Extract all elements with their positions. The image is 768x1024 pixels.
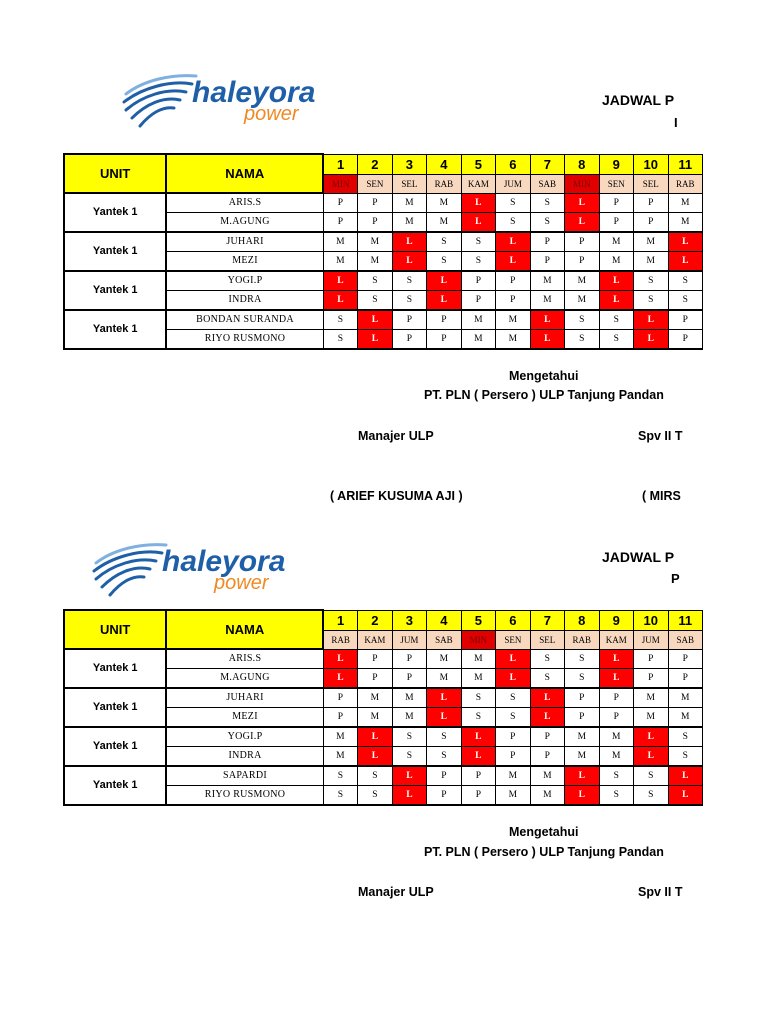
unit-cell: Yantek 1 <box>64 649 166 688</box>
shift-cell: L <box>634 727 668 747</box>
shift-cell: L <box>565 212 599 232</box>
schedule-subtitle: P <box>671 571 680 586</box>
day-number: 3 <box>392 154 426 174</box>
shift-cell: P <box>599 688 633 708</box>
shift-cell: L <box>668 251 703 271</box>
shift-cell: S <box>358 766 392 786</box>
table-row <box>64 649 703 668</box>
shift-cell: P <box>565 232 599 252</box>
shift-cell: P <box>427 329 461 349</box>
shift-cell: L <box>496 649 530 668</box>
shift-cell: S <box>634 290 668 310</box>
shift-cell: S <box>323 766 357 786</box>
shift-cell: S <box>358 290 392 310</box>
shift-cell: M <box>668 212 703 232</box>
unit-cell: Yantek 1 <box>64 232 166 271</box>
table-row <box>64 727 703 747</box>
supervisor-role: Spv II T <box>638 885 683 899</box>
company-label: PT. PLN ( Persero ) ULP Tanjung Pandan <box>424 845 664 859</box>
shift-cell: P <box>392 329 426 349</box>
shift-cell: S <box>427 727 461 747</box>
day-number: 10 <box>634 154 668 174</box>
shift-cell: S <box>599 329 633 349</box>
shift-cell: P <box>530 251 564 271</box>
shift-cell: S <box>530 668 564 688</box>
employee-name: JUHARI <box>166 232 323 252</box>
shift-cell: L <box>496 232 530 252</box>
shift-cell: L <box>634 329 668 349</box>
shift-cell: P <box>565 688 599 708</box>
shift-cell: M <box>461 668 495 688</box>
employee-name: INDRA <box>166 746 323 766</box>
schedule-title: JADWAL P <box>602 92 675 108</box>
shift-cell: P <box>530 746 564 766</box>
unit-cell: Yantek 1 <box>64 766 166 805</box>
shift-cell: M <box>496 785 530 805</box>
shift-cell: L <box>496 251 530 271</box>
table-row <box>64 193 703 212</box>
shift-cell: P <box>358 212 392 232</box>
shift-cell: P <box>392 668 426 688</box>
shift-cell: S <box>392 290 426 310</box>
shift-cell: L <box>565 193 599 212</box>
shift-cell: L <box>565 766 599 786</box>
shift-cell: M <box>530 766 564 786</box>
employee-name: INDRA <box>166 290 323 310</box>
day-name: KAM <box>461 174 495 193</box>
day-number: 1 <box>323 154 357 174</box>
day-name: KAM <box>599 630 633 649</box>
unit-cell: Yantek 1 <box>64 271 166 310</box>
shift-cell: P <box>496 271 530 291</box>
acknowledged-label: Mengetahui <box>509 369 579 383</box>
shift-cell: P <box>496 290 530 310</box>
shift-cell: M <box>599 232 633 252</box>
shift-cell: S <box>358 271 392 291</box>
shift-cell: P <box>530 727 564 747</box>
shift-cell: S <box>392 271 426 291</box>
shift-cell: S <box>496 707 530 727</box>
shift-cell: M <box>634 251 668 271</box>
shift-cell: M <box>392 707 426 727</box>
day-number: 7 <box>530 610 564 630</box>
employee-name: ARIS.S <box>166 649 323 668</box>
shift-cell: L <box>427 707 461 727</box>
unit-cell: Yantek 1 <box>64 193 166 232</box>
shift-cell: L <box>392 251 426 271</box>
shift-cell: S <box>392 727 426 747</box>
swirl-logo-icon <box>94 545 166 595</box>
shift-cell: M <box>496 766 530 786</box>
day-number: 4 <box>427 154 461 174</box>
table-row <box>64 232 703 252</box>
day-number: 8 <box>565 154 599 174</box>
shift-cell: P <box>634 668 668 688</box>
shift-cell: L <box>461 193 495 212</box>
shift-cell: P <box>634 649 668 668</box>
shift-cell: M <box>323 251 357 271</box>
shift-cell: S <box>427 746 461 766</box>
day-number: 11 <box>668 154 703 174</box>
schedule-subtitle: I <box>674 115 678 130</box>
swirl-logo-icon <box>124 76 196 126</box>
shift-cell: M <box>634 707 668 727</box>
shift-cell: P <box>358 193 392 212</box>
shift-cell: L <box>668 766 703 786</box>
brand-name-top: haleyora <box>192 76 316 109</box>
table-row <box>64 766 703 786</box>
shift-cell: P <box>565 251 599 271</box>
table-row <box>64 310 703 330</box>
shift-cell: P <box>668 310 703 330</box>
shift-cell: M <box>461 310 495 330</box>
shift-cell: M <box>427 649 461 668</box>
employee-name: MEZI <box>166 707 323 727</box>
day-number: 1 <box>323 610 357 630</box>
company-logo <box>90 535 310 605</box>
shift-cell: S <box>634 271 668 291</box>
day-name: MIN <box>461 630 495 649</box>
shift-cell: L <box>323 271 357 291</box>
shift-cell: M <box>599 727 633 747</box>
table-row <box>64 688 703 708</box>
employee-name: ARIS.S <box>166 193 323 212</box>
shift-cell: S <box>565 668 599 688</box>
manager-role: Manajer ULP <box>358 429 434 443</box>
day-name: RAB <box>427 174 461 193</box>
day-name: SEL <box>392 174 426 193</box>
shift-cell: M <box>427 668 461 688</box>
unit-cell: Yantek 1 <box>64 310 166 349</box>
shift-cell: S <box>323 310 357 330</box>
shift-cell: P <box>599 212 633 232</box>
shift-cell: P <box>358 649 392 668</box>
name-header: NAMA <box>166 610 323 649</box>
brand-name-bottom: power <box>214 572 269 594</box>
shift-cell: L <box>392 232 426 252</box>
brand-name-top: haleyora <box>162 545 286 578</box>
day-name: SAB <box>530 174 564 193</box>
shift-cell: L <box>530 310 564 330</box>
shift-cell: L <box>392 766 426 786</box>
manager-signer: ( ARIEF KUSUMA AJI ) <box>330 489 463 503</box>
shift-cell: M <box>599 746 633 766</box>
day-name: MIN <box>565 174 599 193</box>
shift-cell: S <box>530 649 564 668</box>
shift-cell: L <box>461 212 495 232</box>
day-name: RAB <box>323 630 357 649</box>
shift-cell: S <box>496 212 530 232</box>
shift-cell: M <box>358 232 392 252</box>
shift-cell: L <box>427 290 461 310</box>
shift-cell: M <box>496 329 530 349</box>
day-name: JUM <box>634 630 668 649</box>
shift-cell: S <box>323 329 357 349</box>
employee-name: M.AGUNG <box>166 212 323 232</box>
shift-cell: S <box>565 329 599 349</box>
shift-cell: M <box>634 232 668 252</box>
brand-name-bottom: power <box>244 103 299 125</box>
shift-cell: M <box>358 688 392 708</box>
day-name: SAB <box>427 630 461 649</box>
shift-cell: L <box>461 727 495 747</box>
shift-cell: P <box>634 212 668 232</box>
shift-cell: S <box>668 290 703 310</box>
shift-cell: S <box>634 785 668 805</box>
unit-header: UNIT <box>64 154 166 193</box>
shift-cell: M <box>323 727 357 747</box>
shift-cell: S <box>496 688 530 708</box>
shift-cell: S <box>599 785 633 805</box>
shift-cell: M <box>358 707 392 727</box>
shift-cell: S <box>496 193 530 212</box>
shift-cell: L <box>599 290 633 310</box>
day-number: 11 <box>668 610 703 630</box>
shift-cell: M <box>427 212 461 232</box>
shift-cell: P <box>565 707 599 727</box>
day-number: 8 <box>565 610 599 630</box>
employee-name: RIYO RUSMONO <box>166 329 323 349</box>
day-number: 10 <box>634 610 668 630</box>
shift-cell: L <box>358 746 392 766</box>
day-name: RAB <box>668 174 703 193</box>
shift-cell: M <box>565 746 599 766</box>
shift-cell: M <box>565 290 599 310</box>
shift-cell: P <box>392 649 426 668</box>
shift-cell: S <box>668 727 703 747</box>
shift-cell: L <box>634 746 668 766</box>
day-number: 2 <box>358 154 392 174</box>
company-logo <box>120 66 340 136</box>
schedule-table <box>63 153 695 350</box>
shift-cell: M <box>530 785 564 805</box>
shift-cell: P <box>461 785 495 805</box>
shift-cell: S <box>392 746 426 766</box>
day-name: MIN <box>323 174 357 193</box>
shift-cell: L <box>461 746 495 766</box>
shift-cell: L <box>530 329 564 349</box>
shift-cell: M <box>668 688 703 708</box>
day-name: SEL <box>634 174 668 193</box>
day-number: 6 <box>496 154 530 174</box>
employee-name: M.AGUNG <box>166 668 323 688</box>
shift-cell: M <box>565 727 599 747</box>
shift-cell: S <box>427 232 461 252</box>
day-number: 9 <box>599 154 633 174</box>
shift-cell: P <box>668 668 703 688</box>
shift-cell: M <box>599 251 633 271</box>
shift-cell: M <box>496 310 530 330</box>
day-number: 5 <box>461 154 495 174</box>
shift-cell: S <box>461 688 495 708</box>
day-name: KAM <box>358 630 392 649</box>
shift-cell: L <box>392 785 426 805</box>
shift-cell: P <box>427 310 461 330</box>
name-header: NAMA <box>166 154 323 193</box>
shift-cell: L <box>668 785 703 805</box>
day-number: 6 <box>496 610 530 630</box>
shift-cell: S <box>530 212 564 232</box>
shift-cell: S <box>599 310 633 330</box>
day-number: 9 <box>599 610 633 630</box>
shift-cell: P <box>461 290 495 310</box>
shift-cell: S <box>461 251 495 271</box>
shift-cell: S <box>565 649 599 668</box>
shift-cell: L <box>358 727 392 747</box>
shift-cell: S <box>461 232 495 252</box>
shift-cell: L <box>427 271 461 291</box>
shift-cell: P <box>461 271 495 291</box>
day-name: SEN <box>599 174 633 193</box>
day-number: 5 <box>461 610 495 630</box>
shift-cell: P <box>599 193 633 212</box>
supervisor-role: Spv II T <box>638 429 683 443</box>
day-name: SEN <box>496 630 530 649</box>
company-label: PT. PLN ( Persero ) ULP Tanjung Pandan <box>424 388 664 402</box>
shift-cell: P <box>427 766 461 786</box>
shift-cell: L <box>323 668 357 688</box>
shift-cell: S <box>599 766 633 786</box>
shift-cell: M <box>461 649 495 668</box>
shift-cell: P <box>427 785 461 805</box>
day-number: 4 <box>427 610 461 630</box>
shift-cell: S <box>323 785 357 805</box>
day-number: 3 <box>392 610 426 630</box>
shift-cell: M <box>530 290 564 310</box>
supervisor-signer: ( MIRS <box>642 489 681 503</box>
shift-cell: S <box>530 193 564 212</box>
schedule-title: JADWAL P <box>602 549 675 565</box>
shift-cell: P <box>530 232 564 252</box>
shift-cell: S <box>461 707 495 727</box>
table-row <box>64 271 703 291</box>
shift-cell: S <box>565 310 599 330</box>
shift-cell: M <box>392 688 426 708</box>
shift-cell: L <box>358 310 392 330</box>
shift-cell: M <box>323 232 357 252</box>
employee-name: SAPARDI <box>166 766 323 786</box>
day-name: RAB <box>565 630 599 649</box>
employee-name: YOGI.P <box>166 271 323 291</box>
shift-cell: P <box>599 707 633 727</box>
shift-cell: L <box>358 329 392 349</box>
day-name: SEN <box>358 174 392 193</box>
employee-name: MEZI <box>166 251 323 271</box>
schedule-table <box>63 609 694 806</box>
shift-cell: L <box>530 688 564 708</box>
shift-cell: M <box>668 193 703 212</box>
employee-name: RIYO RUSMONO <box>166 785 323 805</box>
shift-cell: M <box>530 271 564 291</box>
shift-cell: M <box>323 746 357 766</box>
shift-cell: S <box>358 785 392 805</box>
shift-cell: P <box>392 310 426 330</box>
unit-cell: Yantek 1 <box>64 688 166 727</box>
shift-cell: P <box>323 193 357 212</box>
shift-cell: P <box>358 668 392 688</box>
day-name: JUM <box>496 174 530 193</box>
day-name: SEL <box>530 630 564 649</box>
shift-cell: P <box>323 212 357 232</box>
shift-cell: L <box>496 668 530 688</box>
shift-cell: P <box>668 649 703 668</box>
shift-cell: M <box>392 193 426 212</box>
shift-cell: S <box>427 251 461 271</box>
shift-cell: P <box>323 707 357 727</box>
employee-name: JUHARI <box>166 688 323 708</box>
shift-cell: M <box>565 271 599 291</box>
shift-cell: L <box>634 310 668 330</box>
shift-cell: P <box>461 766 495 786</box>
shift-cell: S <box>634 766 668 786</box>
day-number: 2 <box>358 610 392 630</box>
shift-cell: M <box>358 251 392 271</box>
unit-cell: Yantek 1 <box>64 727 166 766</box>
shift-cell: L <box>427 688 461 708</box>
shift-cell: L <box>599 649 633 668</box>
shift-cell: P <box>323 688 357 708</box>
shift-cell: P <box>496 746 530 766</box>
manager-role: Manajer ULP <box>358 885 434 899</box>
employee-name: BONDAN SURANDA <box>166 310 323 330</box>
employee-name: YOGI.P <box>166 727 323 747</box>
day-number: 7 <box>530 154 564 174</box>
shift-cell: L <box>323 290 357 310</box>
shift-cell: S <box>668 271 703 291</box>
day-name: SAB <box>668 630 703 649</box>
shift-cell: L <box>668 232 703 252</box>
shift-cell: S <box>668 746 703 766</box>
shift-cell: L <box>530 707 564 727</box>
shift-cell: P <box>668 329 703 349</box>
acknowledged-label: Mengetahui <box>509 825 579 839</box>
unit-header: UNIT <box>64 610 166 649</box>
shift-cell: M <box>634 688 668 708</box>
day-name: JUM <box>392 630 426 649</box>
shift-cell: M <box>461 329 495 349</box>
shift-cell: M <box>668 707 703 727</box>
shift-cell: M <box>392 212 426 232</box>
shift-cell: L <box>565 785 599 805</box>
shift-cell: P <box>496 727 530 747</box>
shift-cell: L <box>599 271 633 291</box>
shift-cell: P <box>634 193 668 212</box>
shift-cell: L <box>323 649 357 668</box>
shift-cell: L <box>599 668 633 688</box>
shift-cell: M <box>427 193 461 212</box>
